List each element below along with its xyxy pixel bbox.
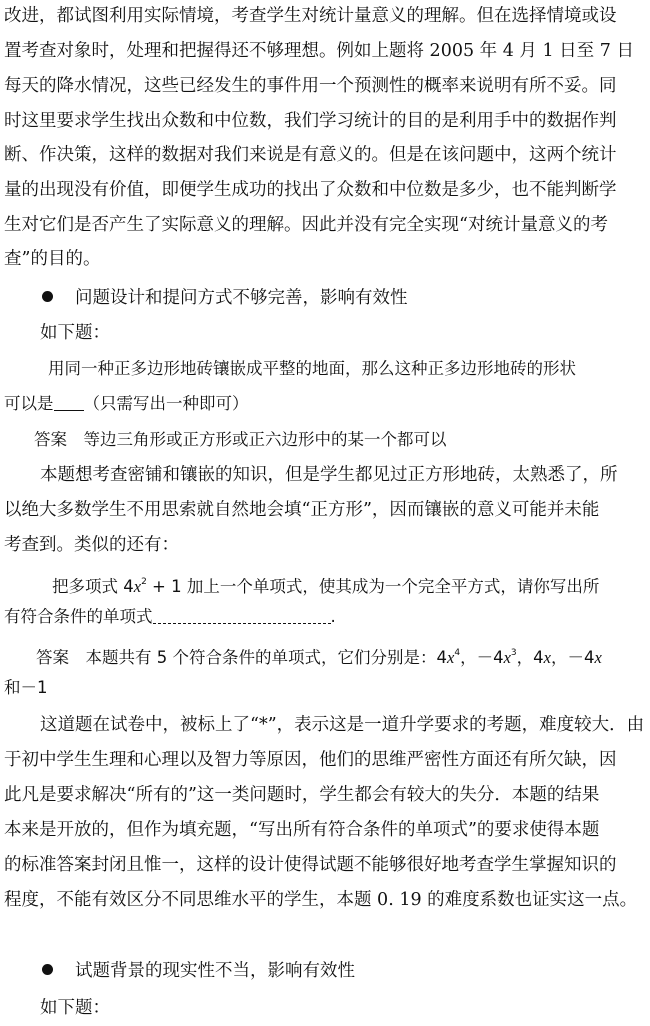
bullet-text: 问题设计和提问方式不够完善，影响有效性 [75, 288, 408, 308]
bullet-heading [0, 286, 650, 310]
question-line: 有符合条件的单项式 . [4, 607, 336, 626]
question-line: 用同一种正多边形地砖镶嵌成平整的地面，那么这种正多边形地砖的形状 [48, 359, 576, 378]
bullet-heading [0, 959, 650, 983]
question-line: 把多项式 $4x^2 + 1$ 加上一个单项式，使其成为一个完全平方式，请你写出所 [52, 577, 600, 596]
text-line: 此凡是要求解决“所有的”这一类问题时，学生都会有较大的失分．本题的结果 [4, 785, 600, 805]
text-line: 查”的目的。 [4, 249, 101, 269]
text-line: 每天的降水情况，这些已经发生的事件用一个预测性的概率来说明有所不妥。同 [4, 76, 617, 96]
answer-blank [153, 607, 331, 624]
text-line: 生对它们是否产生了实际意义的理解。因此并没有完全实现“对统计量意义的考 [4, 215, 608, 235]
answer-blank [54, 394, 84, 411]
example-intro: 如下题： [40, 323, 110, 343]
question-line: 可以是 （只需写出一种即可） [4, 394, 249, 413]
text-line: 考查到。类似的还有： [4, 535, 179, 555]
example-intro: 如下题： [40, 998, 110, 1018]
text-line: 断、作决策，这样的数据对我们来说是有意义的。但是在该问题中，这两个统计 [4, 145, 617, 165]
text-line: 时这里要求学生找出众数和中位数，我们学习统计的目的是利用手中的数据作判 [4, 111, 617, 131]
bullet-icon [42, 964, 53, 975]
text-line: 以绝大多数学生不用思索就自然地会填“正方形”，因而镶嵌的意义可能并未能 [4, 500, 600, 520]
answer-line: 和－1 [4, 678, 48, 697]
bullet-icon [42, 291, 53, 302]
text-line: 于初中学生生理和心理以及智力等原因，他们的思维严密性方面还有所欠缺，因 [4, 750, 617, 770]
text-line: 本来是开放的，但作为填充题，“写出所有符合条件的单项式”的要求使得本题 [4, 820, 600, 840]
answer-line: 答案 等边三角形或正方形或正六边形中的某一个都可以 [34, 430, 447, 449]
text-line: 的标准答案封闭且惟一，这样的设计使得试题不能够很好地考查学生掌握知识的 [4, 855, 617, 875]
bullet-text: 试题背景的现实性不当，影响有效性 [75, 961, 355, 981]
answer-line: 答案 本题共有 5 个符合条件的单项式，它们分别是：$4x^4$，$-4x^3$，4x，－4x [36, 648, 602, 667]
text-line: 本题想考查密铺和镶嵌的知识，但是学生都见过正方形地砖，太熟悉了，所 [40, 465, 618, 485]
text-line: 置考查对象时，处理和把握得还不够理想。例如上题将 2005 年 4 月 1 日至 7 日 [4, 41, 634, 61]
text-line: 程度，不能有效区分不同思维水平的学生，本题 0. 19 的难度系数也证实这一点。 [4, 890, 638, 910]
text-line: 改进，都试图利用实际情境，考查学生对统计量意义的理解。但在选择情境或设 [4, 6, 617, 26]
text-line: 这道题在试卷中，被标上了“*”，表示这是一道升学要求的考题，难度较大．由 [40, 715, 645, 735]
text-line: 量的出现没有价值，即便学生成功的找出了众数和中位数是多少，也不能判断学 [4, 180, 617, 200]
